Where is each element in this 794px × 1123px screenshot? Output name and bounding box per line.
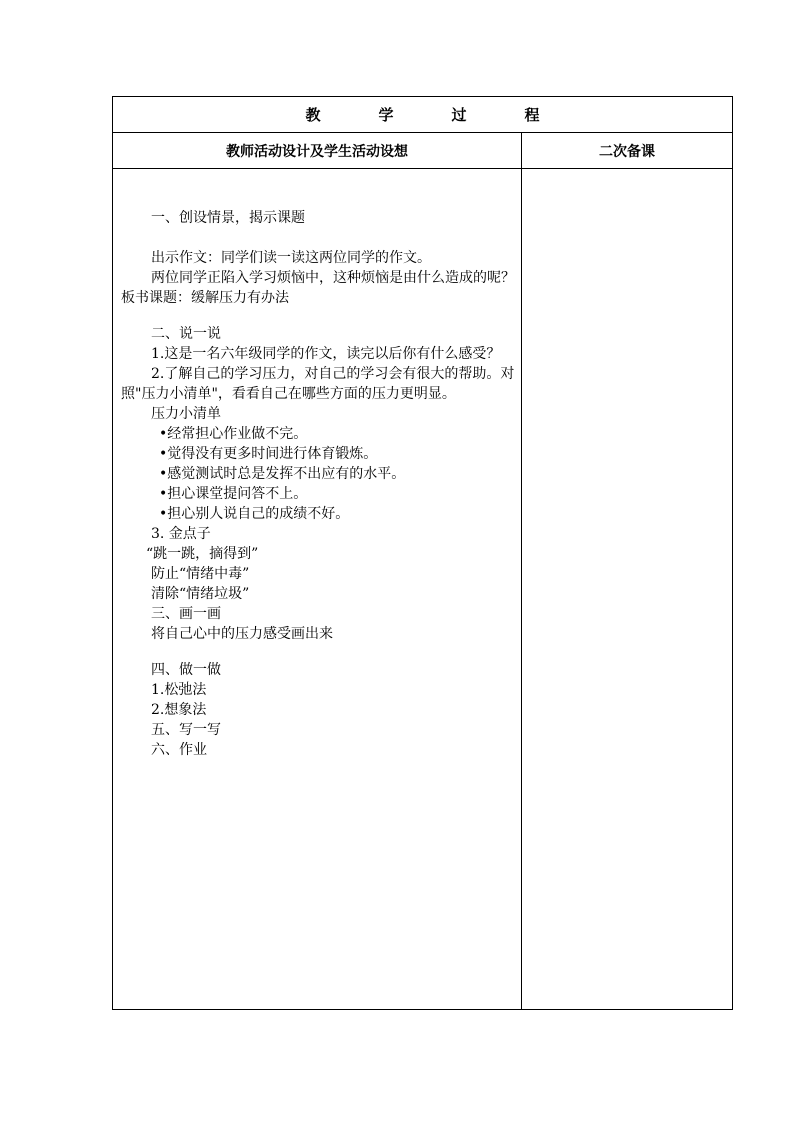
list-item: 1.松弛法 [151,682,207,698]
column-divider [521,133,522,1009]
tip-item: 防止“情绪中毒” [151,566,250,582]
text-paragraph: 1.这是一名六年级同学的作文，读完以后你有什么感受？ [151,346,501,362]
section-heading: 一、创设情景，揭示课题 [151,210,305,226]
text-line: 出示作文：同学们读一读这两位同学的作文。 [151,250,431,266]
text-line: 将自己心中的压力感受画出来 [151,626,333,642]
tip-item: “跳一跳，摘得到” [146,546,259,562]
list-item: •担心别人说自己的成绩不好。 [159,506,350,522]
title-char: 教 [305,106,321,124]
text-paragraph: 2.了解自己的学习压力，对自己的学习会有很大的帮助。对照"压力小清单"，看看自己在哪些方面的压力更明显。 [121,366,515,402]
lesson-content [121,208,517,760]
section-heading: 六、作业 [151,742,207,758]
list-item: 2.想象法 [151,702,207,718]
section-heading: 二、说一说 [151,326,221,342]
list-item: •担心课堂提问答不上。 [159,486,308,502]
text-line: 3. 金点子 [151,526,211,542]
text-paragraph: 两位同学正陷入学习烦恼中，这种烦恼是由什么造成的呢？板书课题：缓解压力有办法 [121,270,515,306]
list-item: •经常担心作业做不完。 [159,426,308,442]
header-second-preparation: 二次备课 [599,143,655,160]
section-heading: 五、写一写 [151,722,221,738]
section-heading: 三、画一画 [151,606,221,622]
tip-item: 清除“情绪垃圾” [151,586,250,602]
title-char: 过 [451,106,467,124]
list-item: •感觉测试时总是发挥不出应有的水平。 [159,466,406,482]
title-char: 程 [524,106,540,124]
lesson-table [112,96,733,1010]
section-heading: 四、做一做 [151,662,221,678]
table-header-row [113,133,732,169]
header-teacher-activity: 教师活动设计及学生活动设想 [226,143,408,160]
title-char: 学 [378,106,394,124]
list-item: •觉得没有更多时间进行体育锻炼。 [159,446,378,462]
checklist-title: 压力小清单 [151,406,221,422]
table-title [113,97,732,133]
